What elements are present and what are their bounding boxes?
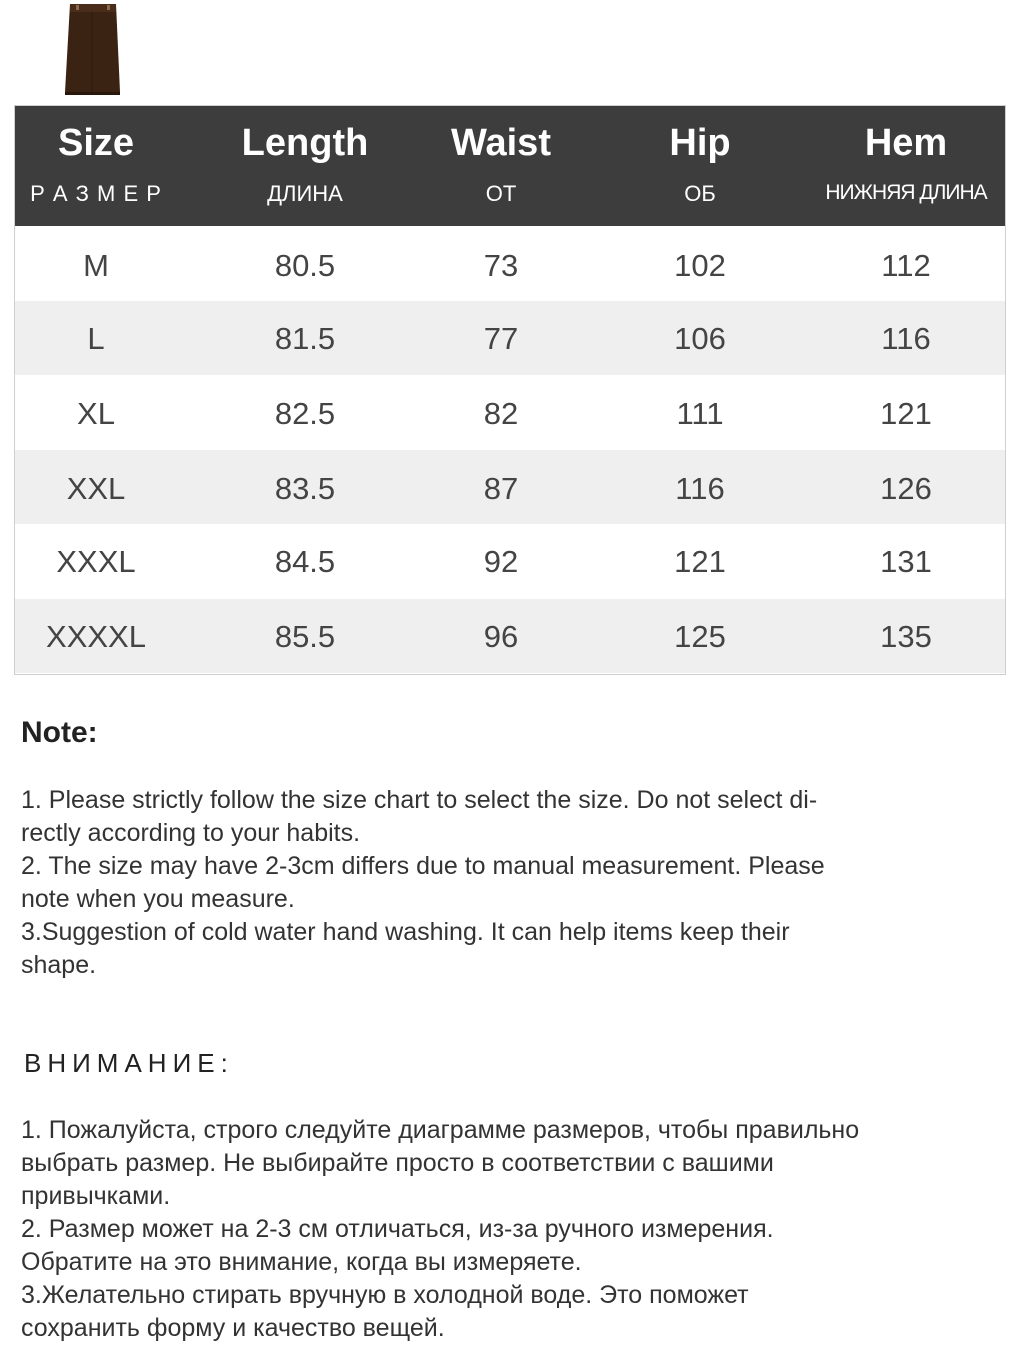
note-line: 3.Suggestion of cold water hand washing. It can help items keep their (21, 918, 790, 946)
size-label-cell: M (83, 248, 109, 283)
measurement-cell: 121 (880, 396, 932, 431)
note-line: 2. The size may have 2-3cm differs due to manual measurement. Please (21, 852, 825, 880)
note-line: shape. (21, 951, 97, 979)
measurement-cell: 116 (881, 320, 931, 356)
measurement-cell: 96 (483, 618, 519, 654)
measurement-cell: 82.5 (274, 396, 336, 431)
size-chart-table (14, 105, 1006, 675)
measurement-cell: 126 (880, 470, 932, 506)
measurement-cell: 121 (674, 544, 726, 579)
measurement-cell: 116 (675, 470, 725, 506)
note-line: привычками. (21, 1182, 171, 1210)
header-ru: НИЖНЯЯ ДЛИНА (825, 181, 987, 204)
table-row (15, 524, 1005, 599)
note-en-text (21, 784, 1001, 982)
note-ru-title: ВНИМАНИЕ: (24, 1048, 234, 1078)
note-line: сохранить форму и качество вещей. (21, 1314, 445, 1342)
note-line: 3.Желательно стирать вручную в холодной воде. Это поможет (21, 1281, 749, 1309)
note-title: Note: (21, 716, 98, 749)
measurement-cell: 80.5 (274, 248, 336, 283)
note-line: выбрать размер. Не выбирайте просто в соответствии с вашими (21, 1149, 774, 1177)
header-ru: ОТ (485, 181, 517, 206)
measurement-cell: 125 (674, 618, 726, 654)
measurement-cell: 82 (483, 396, 519, 431)
note-ru-text (21, 1114, 1001, 1345)
note-line: note when you measure. (21, 885, 295, 913)
header-en: Hip (669, 122, 731, 164)
measurement-cell: 85.5 (274, 618, 336, 654)
note-line: 1. Please strictly follow the size chart to select the size. Do not select di- (21, 786, 818, 814)
measurement-cell: 73 (483, 248, 519, 283)
size-label-cell: XXXL (56, 544, 136, 579)
measurement-cell: 131 (880, 544, 932, 579)
header-en: Hem (864, 122, 948, 164)
table-row (15, 226, 1005, 301)
measurement-cell: 135 (880, 618, 932, 654)
measurement-cell: 106 (674, 320, 726, 356)
header-col-1 (0, 106, 196, 226)
header-ru: ДЛИНА (267, 181, 343, 206)
header-en: Length (241, 122, 369, 164)
header-en: Waist (451, 122, 551, 164)
table-row (15, 301, 1005, 376)
note-line: 1. Пожалуйста, строго следуйте диаграмме размеров, чтобы правильно (21, 1116, 860, 1144)
size-label-cell: XXXXL (46, 618, 146, 654)
measurement-cell: 111 (676, 396, 724, 431)
measurement-cell: 102 (674, 248, 726, 283)
header-ru: Р А З М Е Р (30, 181, 162, 206)
table-header (15, 106, 1005, 226)
header-col-5 (806, 106, 1006, 226)
measurement-cell: 112 (881, 248, 931, 283)
note-line: Обратите на это внимание, когда вы измеряете. (21, 1248, 582, 1276)
header-en: Size (57, 122, 135, 164)
size-label-cell: XXL (66, 470, 126, 506)
header-col-3 (401, 106, 601, 226)
header-col-4 (600, 106, 800, 226)
measurement-cell: 83.5 (274, 470, 336, 506)
table-row (15, 599, 1005, 674)
header-ru: ОБ (684, 181, 716, 206)
note-line: rectly according to your habits. (21, 819, 361, 847)
table-row (15, 450, 1005, 525)
measurement-cell: 77 (483, 320, 519, 356)
note-line: 2. Размер может на 2-3 см отличаться, из-за ручного измерения. (21, 1215, 774, 1243)
measurement-cell: 81.5 (274, 320, 336, 356)
skirt-product-image (62, 0, 124, 96)
measurement-cell: 87 (483, 470, 519, 506)
measurement-cell: 84.5 (274, 544, 336, 579)
table-row (15, 375, 1005, 450)
size-label-cell: XL (77, 396, 115, 431)
measurement-cell: 92 (483, 544, 519, 579)
size-label-cell: L (87, 320, 105, 356)
header-col-2 (205, 106, 405, 226)
